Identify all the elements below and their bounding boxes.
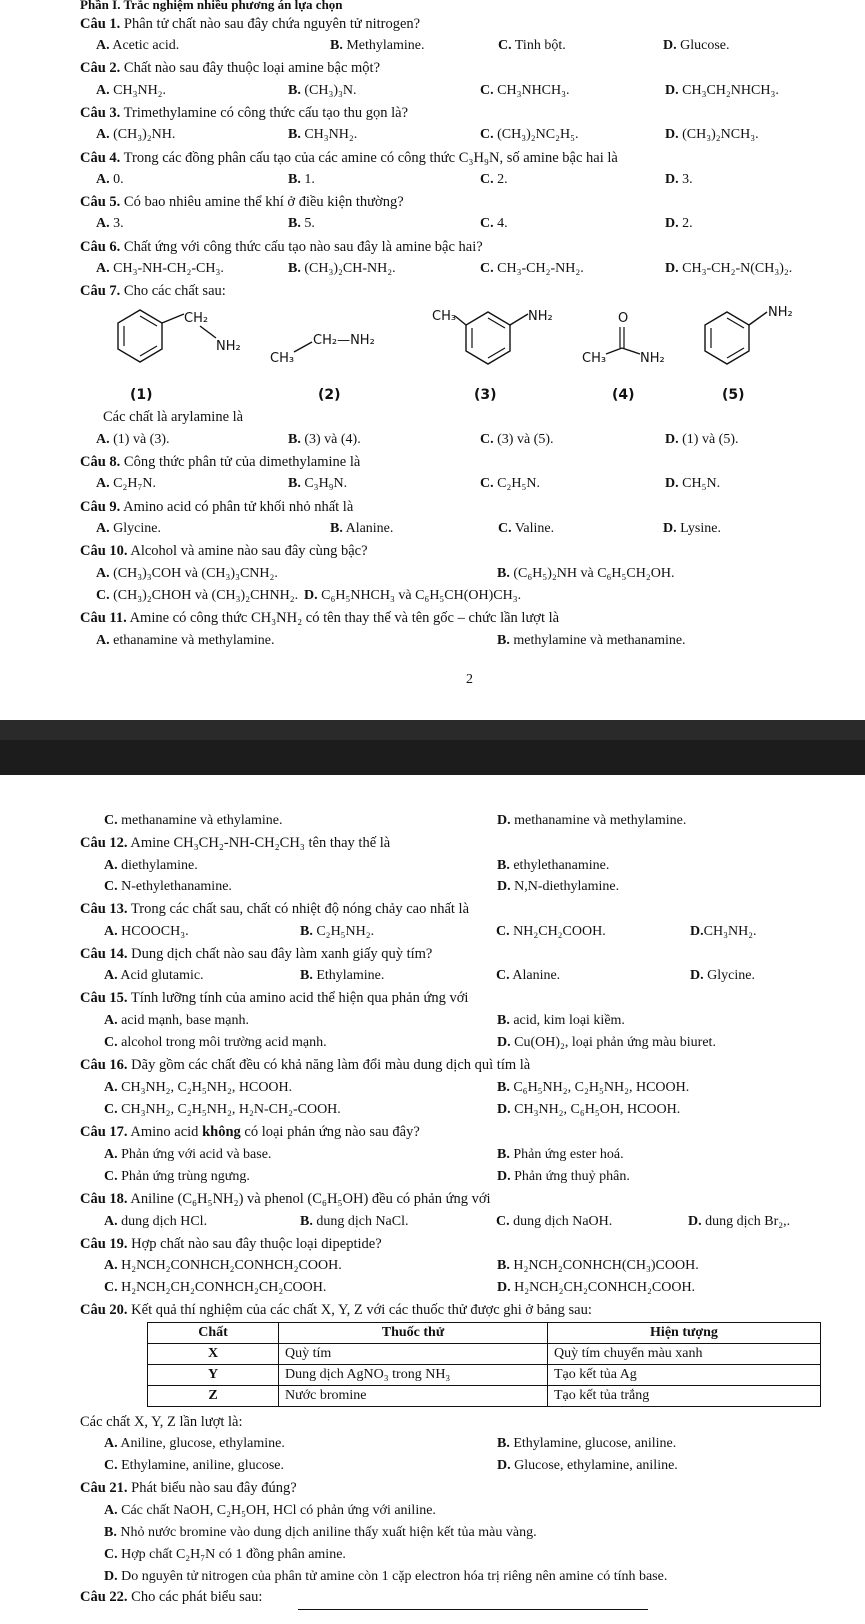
question-8-options (0, 474, 865, 494)
question-3-options (0, 125, 865, 145)
question-16 (0, 1055, 865, 1075)
question-text: Trimethylamine có công thức cấu tạo thu gọn là? (123, 105, 409, 121)
question-15-options-cd (0, 1033, 865, 1053)
option-d[interactable]: D. methanamine và methylamine. (497, 813, 687, 828)
question-label: Câu 13. (80, 901, 128, 917)
table-row (148, 1365, 821, 1386)
option-c[interactable]: C. N-ethylethanamine. (104, 879, 232, 894)
question-text: Chất nào sau đây thuộc loại amine bậc một? (123, 60, 381, 76)
question-text: Cho các chất sau: (123, 283, 226, 299)
page-number: 2 (466, 672, 473, 687)
option-d[interactable]: D. Glucose, ethylamine, aniline. (497, 1458, 678, 1473)
option-a[interactable]: A. Aniline, glucose, ethylamine. (104, 1436, 285, 1451)
question-14-options (0, 966, 865, 986)
question-label: Câu 3. (80, 105, 121, 121)
mol3-group-ch3: CH₃ (432, 309, 457, 324)
molecule-4 (582, 311, 665, 403)
option-d[interactable]: D. Cu(OH)₂, loại phản ứng màu biuret. (497, 1035, 716, 1050)
option-b[interactable]: B. C₂H₅NH₂. (300, 924, 375, 939)
question-text: Amine có công thức CH₃NH₂ có tên thay thế và tên gốc – chức lần lượt là (129, 610, 560, 626)
question-21-option-d (0, 1567, 865, 1587)
table-cell: X (148, 1344, 279, 1365)
question-21-option-a (0, 1501, 865, 1521)
option-d[interactable]: D. (1) và (5). (665, 432, 739, 447)
question-text: Kết quả thí nghiệm của các chất X, Y, Z với các thuốc thử được ghi ở bảng sau: (131, 1302, 592, 1318)
option-a[interactable]: A. 0. (96, 172, 124, 187)
table-cell: Z (148, 1386, 279, 1407)
question-label: Câu 16. (80, 1057, 128, 1073)
mol2-group-ch2nh2: CH₂—NH₂ (313, 333, 375, 348)
question-8 (0, 452, 865, 472)
question-20-prompt: Các chất X, Y, Z lần lượt là: (80, 1414, 243, 1430)
question-text: Amino acid có phân tử khối nhỏ nhất là (123, 499, 354, 515)
table-cell: Tạo kết tủa trắng (548, 1386, 821, 1407)
option-c[interactable]: C. CH₃NH₂, C₂H₅NH₂, H₂N-CH₂-COOH. (104, 1102, 341, 1117)
question-label: Câu 15. (80, 990, 128, 1006)
option-a[interactable]: A. Glycine. (96, 521, 161, 536)
question-3 (0, 103, 865, 123)
option-a[interactable]: A. diethylamine. (104, 858, 198, 873)
option-b[interactable]: B. ethylethanamine. (497, 858, 610, 873)
question-text: Công thức phân tử của dimethylamine là (123, 454, 361, 470)
option-a[interactable]: A. H₂NCH₂CONHCH₂CONHCH₂COOH. (104, 1258, 342, 1273)
option-c[interactable]: C. Hợp chất C₂H₇N có 1 đồng phân amine. (104, 1547, 346, 1562)
option-c[interactable]: C. dung dịch NaOH. (496, 1214, 613, 1229)
question-5-options (0, 214, 865, 234)
document-page-2 (0, 775, 865, 1624)
option-b[interactable]: B. H₂NCH₂CONHCH(CH₃)COOH. (497, 1258, 699, 1273)
question-label: Câu 10. (80, 543, 128, 559)
table-cell: Dung dịch AgNO₃ trong NH₃ (279, 1365, 548, 1386)
question-label: Câu 12. (80, 835, 128, 851)
option-a[interactable]: A. (1) và (3). (96, 432, 170, 447)
question-9 (0, 497, 865, 517)
question-21-option-b (0, 1523, 865, 1543)
question-11-options-cd (0, 811, 865, 831)
option-a[interactable]: A. acid mạnh, base mạnh. (104, 1013, 250, 1028)
option-a[interactable]: A. HCOOCH₃. (104, 924, 189, 939)
question-text: Aniline (C₆H₅NH₂) và phenol (C₆H₅OH) đều có phản ứng với (130, 1191, 491, 1207)
question-15 (0, 988, 865, 1008)
question-label: Câu 17. (80, 1124, 128, 1140)
experiment-table (147, 1322, 821, 1407)
page-separator (0, 720, 865, 775)
option-c[interactable]: C. NH₂CH₂COOH. (496, 924, 606, 939)
option-d[interactable]: D. 3. (665, 172, 693, 187)
question-1 (0, 14, 865, 34)
question-text: Trong các đồng phân cấu tạo của các amine có công thức C₃H₉N, số amine bậc hai là (123, 150, 618, 166)
table-header-cell: Thuốc thử (279, 1323, 548, 1344)
question-label: Câu 11. (80, 610, 127, 626)
mol4-group-ch3: CH₃ (582, 351, 607, 366)
option-d[interactable]: D. H₂NCH₂CH₂CONHCH₂COOH. (497, 1280, 696, 1295)
option-b[interactable]: B. (C₆H₅)₂NH và C₆H₅CH₂OH. (497, 566, 675, 581)
option-b[interactable]: B. (CH₃)₃N. (288, 83, 357, 98)
option-b[interactable]: B. Ethylamine, glucose, aniline. (497, 1436, 677, 1451)
question-17-options-ab (0, 1145, 865, 1165)
option-c[interactable]: C. 2. (480, 172, 508, 187)
underline-mark (298, 1609, 648, 1610)
option-a[interactable]: A. C₂H₇N. (96, 476, 156, 491)
question-text: Cho các phát biểu sau: (131, 1589, 263, 1605)
option-a[interactable]: A. CH₃NH₂. (96, 83, 167, 98)
option-d[interactable]: D. N,N-diethylamine. (497, 879, 620, 894)
question-text: Alcohol và amine nào sau đây cùng bậc? (130, 543, 368, 559)
mol3-group-nh2: NH₂ (528, 309, 553, 324)
mol4-group-nh2: NH₂ (640, 351, 665, 366)
question-7-prompt: Các chất là arylamine là (103, 409, 244, 425)
question-text: Phân tử chất nào sau đây chứa nguyên tử nitrogen? (123, 16, 421, 32)
question-text: Tính lưỡng tính của amino acid thể hiện qua phản ứng với (130, 990, 469, 1006)
option-d[interactable]: D. Lysine. (663, 521, 721, 536)
mol1-number: (1) (130, 387, 153, 403)
question-text: Dung dịch chất nào sau đây làm xanh giấy quỳ tím? (131, 946, 433, 962)
option-d[interactable]: D. Phản ứng thuỷ phân. (497, 1169, 630, 1184)
table-header-row (148, 1323, 821, 1344)
question-label: Câu 5. (80, 194, 121, 210)
option-d[interactable]: D. (CH₃)₂NCH₃. (665, 127, 759, 142)
option-d[interactable]: D. CH₃NH₂, C₆H₅OH, HCOOH. (497, 1102, 681, 1117)
option-c[interactable]: C. (CH₃)₂NC₂H₅. (480, 127, 579, 142)
question-text: Chất ứng với công thức cấu tạo nào sau đây là amine bậc hai? (123, 239, 483, 255)
question-2-options (0, 81, 865, 101)
option-b[interactable]: B. Methylamine. (330, 38, 425, 53)
option-b[interactable]: B. Alanine. (330, 521, 394, 536)
option-b[interactable]: B. Ethylamine. (300, 968, 385, 983)
question-text: Amine CH₃CH₂-NH-CH₂CH₃ tên thay thế là (130, 835, 391, 851)
option-b[interactable]: B. C₃H₉N. (288, 476, 348, 491)
option-c[interactable]: C. CH₃NHCH₃. (480, 83, 570, 98)
section-header: Phần I. Trắc nghiệm nhiều phương án lựa chọn (80, 0, 343, 12)
mol4-number: (4) (612, 387, 635, 403)
question-19 (0, 1234, 865, 1254)
option-a[interactable]: A. 3. (96, 216, 124, 231)
option-d[interactable]: D.CH₃NH₂. (690, 924, 757, 939)
question-19-options-cd (0, 1278, 865, 1298)
table-cell: Quỳ tím chuyển màu xanh (548, 1344, 821, 1365)
question-label: Câu 18. (80, 1191, 128, 1207)
mol1-group-nh2: NH₂ (216, 339, 241, 354)
question-12-options-cd (0, 877, 865, 897)
option-c[interactable]: C. (3) và (5). (480, 432, 554, 447)
option-b[interactable]: B. Nhỏ nước bromine vào dung dịch aniline thấy xuất hiện kết tủa màu vàng. (104, 1525, 537, 1540)
option-d[interactable]: D. C₆H₅NHCH₃ và C₆H₅CH(OH)CH₃. (304, 588, 522, 603)
question-7 (0, 281, 865, 301)
molecule-5 (705, 305, 793, 403)
question-7-options (0, 430, 865, 450)
mol1-group-ch2: CH₂ (184, 311, 209, 326)
mol3-number: (3) (474, 387, 497, 403)
question-21-option-c (0, 1545, 865, 1565)
question-label: Câu 20. (80, 1302, 128, 1318)
question-10-options-cd (0, 586, 865, 606)
question-2 (0, 58, 865, 78)
question-text: Trong các chất sau, chất có nhiệt độ nóng chảy cao nhất là (130, 901, 470, 917)
option-c[interactable]: C. (CH₃)₂CHOH và (CH₃)₂CHNH₂. (96, 588, 299, 603)
option-a[interactable]: A. CH₃NH₂, C₂H₅NH₂, HCOOH. (104, 1080, 293, 1095)
option-c[interactable]: C. 4. (480, 216, 508, 231)
option-b[interactable]: B. methylamine và methanamine. (497, 633, 686, 648)
question-17: Câu 17. Amino acid không có loại phản ứng nào sau đây? (80, 1124, 420, 1140)
option-a[interactable]: A. (CH₃)₂NH. (96, 127, 176, 142)
question-20 (0, 1300, 865, 1320)
question-17-options-cd (0, 1167, 865, 1187)
table-cell: Tạo kết tủa Ag (548, 1365, 821, 1386)
table-header-cell: Hiện tượng (548, 1323, 821, 1344)
option-d[interactable]: D. dung dịch Br₂,. (688, 1214, 791, 1229)
question-label: Câu 1. (80, 16, 121, 32)
option-a[interactable]: A. Acetic acid. (96, 38, 180, 53)
option-a[interactable]: A. dung dịch HCl. (104, 1214, 208, 1229)
question-18 (0, 1189, 865, 1209)
question-10 (0, 541, 865, 561)
option-b[interactable]: B. CH₃NH₂. (288, 127, 358, 142)
question-text: Phát biểu nào sau đây đúng? (131, 1480, 297, 1496)
question-21 (0, 1478, 865, 1498)
mol5-group-nh2: NH₂ (768, 305, 793, 320)
option-d[interactable]: D. Do nguyên tử nitrogen của phân tử amine còn 1 cặp electron hóa trị riêng nên amine có tính base. (104, 1569, 668, 1584)
question-text: Hợp chất nào sau đây thuộc loại dipeptide? (131, 1236, 382, 1252)
option-b[interactable]: B. C₆H₅NH₂, C₂H₅NH₂, HCOOH. (497, 1080, 690, 1095)
question-22 (0, 1587, 865, 1607)
question-1-options (0, 36, 865, 56)
option-b[interactable]: B. dung dịch NaCl. (300, 1214, 409, 1229)
question-6 (0, 237, 865, 257)
question-10-options-ab (0, 564, 865, 584)
question-label: Câu 22. (80, 1589, 128, 1605)
molecule-2 (270, 333, 375, 403)
option-c[interactable]: C. alcohol trong môi trường acid mạnh. (104, 1035, 327, 1050)
mol5-number: (5) (722, 387, 745, 403)
option-d[interactable]: D. CH₃-CH₂-N(CH₃)₂. (665, 261, 793, 276)
option-a[interactable]: A. (CH₃)₃COH và (CH₃)₃CNH₂. (96, 566, 278, 581)
question-11 (0, 608, 865, 628)
option-c[interactable]: C. Valine. (498, 521, 555, 536)
option-b[interactable]: B. acid, kim loại kiềm. (497, 1013, 625, 1028)
question-5 (0, 192, 865, 212)
table-header-cell: Chất (148, 1323, 279, 1344)
question-20-options-cd (0, 1456, 865, 1476)
table-cell: Quỳ tím (279, 1344, 548, 1365)
question-12 (0, 833, 865, 853)
question-19-options-ab (0, 1256, 865, 1276)
option-d[interactable]: D. CH₃CH₂NHCH₃. (665, 83, 779, 98)
question-label: Câu 9. (80, 499, 121, 515)
question-13 (0, 899, 865, 919)
option-d[interactable]: D. 2. (665, 216, 693, 231)
question-label: Câu 2. (80, 60, 121, 76)
mol2-group-ch3: CH₃ (270, 351, 295, 366)
molecule-3 (432, 309, 553, 403)
option-c[interactable]: C. H₂NCH₂CH₂CONHCH₂CH₂COOH. (104, 1280, 327, 1295)
option-b[interactable]: B. (3) và (4). (288, 432, 361, 447)
option-c[interactable]: C. C₂H₅N. (480, 476, 540, 491)
question-label: Câu 7. (80, 283, 121, 299)
question-11-options-ab (0, 631, 865, 651)
question-label: Câu 21. (80, 1480, 128, 1496)
question-text: Có bao nhiêu amine thể khí ở điều kiện thường? (123, 194, 404, 210)
question-4 (0, 148, 865, 168)
option-a[interactable]: A. Phản ứng với acid và base. (104, 1147, 272, 1162)
question-16-options-ab (0, 1078, 865, 1098)
mol4-group-o: O (618, 311, 629, 326)
question-15-options-ab (0, 1011, 865, 1031)
question-16-options-cd (0, 1100, 865, 1120)
table-row (148, 1344, 821, 1365)
option-c[interactable]: C. CH₃-CH₂-NH₂. (480, 261, 584, 276)
option-c[interactable]: C. Tinh bột. (498, 38, 566, 53)
option-b[interactable]: B. 5. (288, 216, 315, 231)
question-label: Câu 4. (80, 150, 121, 166)
option-c[interactable]: C. Phản ứng trùng ngưng. (104, 1169, 250, 1184)
option-d[interactable]: D. Glycine. (690, 968, 755, 983)
option-c[interactable]: C. Alanine. (496, 968, 561, 983)
question-6-options (0, 259, 865, 279)
option-b[interactable]: B. (CH₃)₂CH-NH₂. (288, 261, 396, 276)
question-18-options (0, 1212, 865, 1232)
molecule-1 (118, 310, 241, 403)
molecule-structures (0, 300, 865, 420)
option-c[interactable]: C. methanamine và ethylamine. (104, 813, 283, 828)
question-label: Câu 8. (80, 454, 121, 470)
question-14 (0, 944, 865, 964)
question-label: Câu 19. (80, 1236, 128, 1252)
question-20-options-ab (0, 1434, 865, 1454)
document-page-1 (0, 0, 865, 720)
mol2-number: (2) (318, 387, 341, 403)
option-b[interactable]: B. 1. (288, 172, 315, 187)
option-d[interactable]: D. Glucose. (663, 38, 730, 53)
question-label: Câu 6. (80, 239, 121, 255)
option-b[interactable]: B. Phản ứng ester hoá. (497, 1147, 624, 1162)
option-c[interactable]: C. Ethylamine, aniline, glucose. (104, 1458, 285, 1473)
option-a[interactable]: A. Các chất NaOH, C₂H₅OH, HCl có phản ứng với aniline. (104, 1503, 436, 1518)
question-4-options (0, 170, 865, 190)
table-cell: Nước bromine (279, 1386, 548, 1407)
question-9-options (0, 519, 865, 539)
option-a[interactable]: A. ethanamine và methylamine. (96, 633, 275, 648)
question-13-options (0, 922, 865, 942)
option-a[interactable]: A. Acid glutamic. (104, 968, 204, 983)
question-12-options-ab (0, 856, 865, 876)
table-row (148, 1386, 821, 1407)
option-d[interactable]: D. CH₅N. (665, 476, 721, 491)
question-label: Câu 14. (80, 946, 128, 962)
option-a[interactable]: A. CH₃-NH-CH₂-CH₃. (96, 261, 224, 276)
question-text: Dãy gồm các chất đều có khả năng làm đổi màu dung dịch quì tím là (131, 1057, 531, 1073)
table-cell: Y (148, 1365, 279, 1386)
